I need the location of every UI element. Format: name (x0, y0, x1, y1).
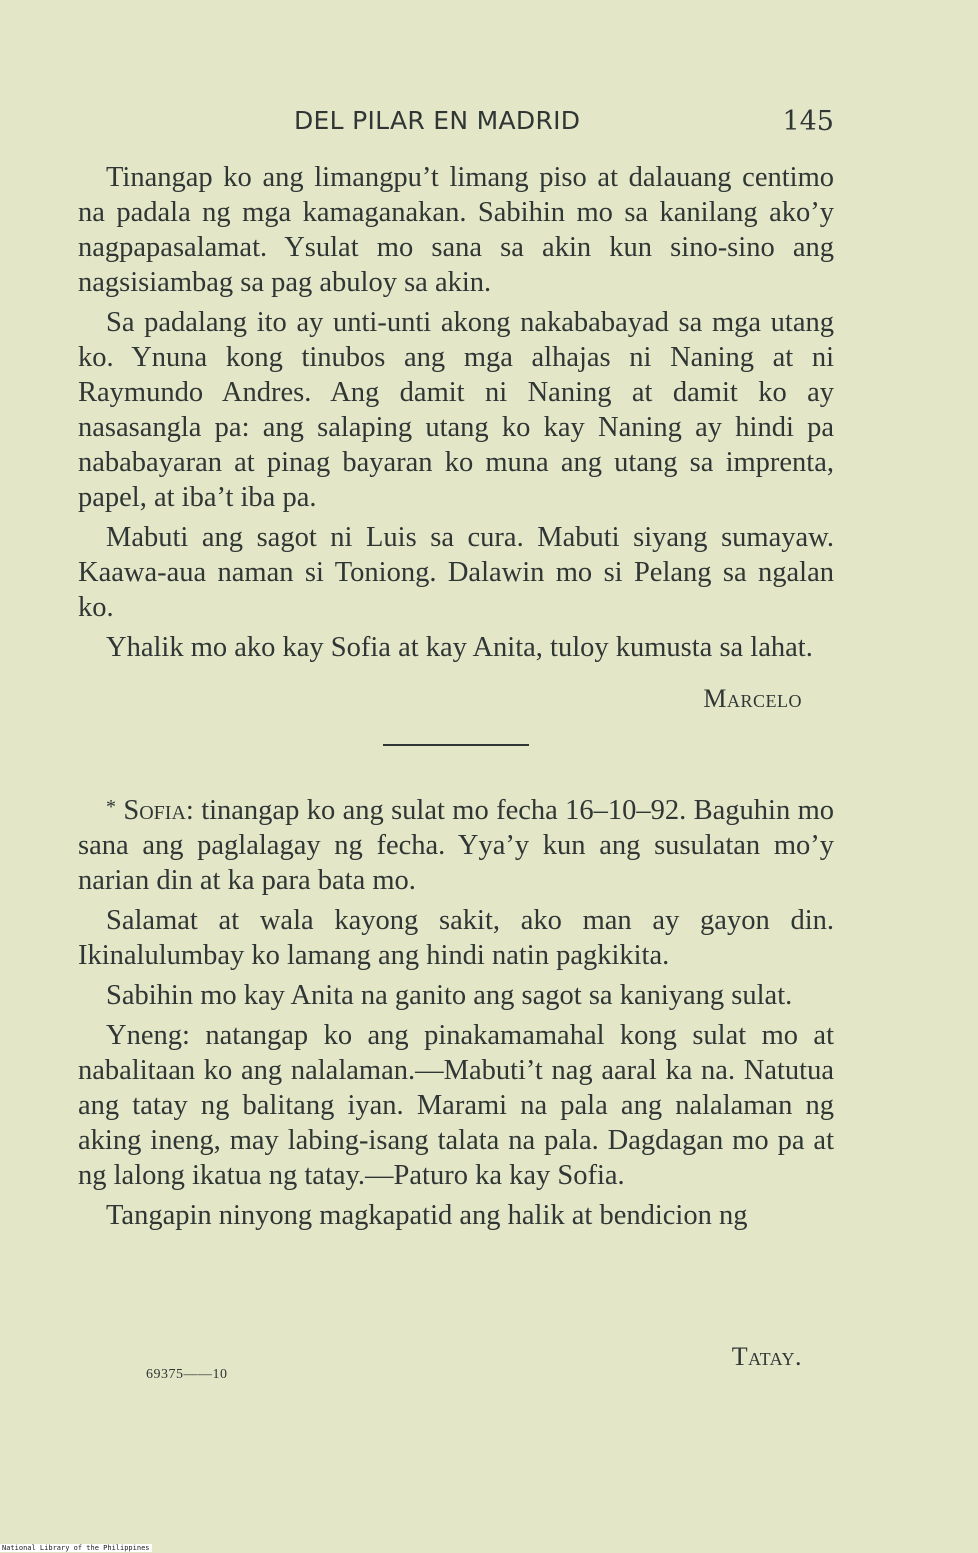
letter-paragraph: Tinangap ko ang limangpu’t limang piso at dalauang centimo na padala ng mga kamaganakan. Sabihin mo sa kanilang ako’y nagpapasalamat. Ysulat mo sana sa akin kun sino-sino ang nagsisiambag sa pag abuloy sa akin. (78, 162, 834, 298)
letter (78, 160, 834, 716)
printer-code: 69375——10 (146, 1367, 228, 1382)
letter-paragraph: Sa padalang ito ay unti-unti akong nakababayad sa mga utang ko. Ynuna kong tinubos ang mga alhajas ni Naning at ni Raymundo Andres. Ang damit ni Naning at damit ko ay nasasangla pa: ang salaping utang ko kay Naning ay hindi pa nababayaran at pinag bayaran ko muna ang utang sa imprenta, papel, at iba’t iba pa. (78, 307, 834, 513)
letter-paragraph: Mabuti ang sagot ni Luis sa cura. Mabuti siyang sumayaw. Kaawa-aua naman si Toniong. Dalawin mo si Pelang sa ngalan ko. (78, 522, 834, 623)
footnote-addressee: Sofia (123, 795, 186, 826)
page-body (78, 160, 834, 1238)
page-number: 145 (782, 106, 834, 137)
running-title: DEL PILAR EN MADRID (294, 106, 581, 135)
footnote-signature: Tatay. (731, 1342, 802, 1371)
footnote-paragraph: Sabihin mo kay Anita na ganito ang sagot sa kaniyang sulat. (106, 980, 793, 1011)
letter-signature: Marcelo (703, 684, 802, 713)
library-watermark: National Library of the Philippines (2, 1544, 150, 1552)
running-header (78, 102, 834, 142)
letter-paragraph: Yhalik mo ako kay Sofia at kay Anita, tuloy kumusta sa lahat. (106, 632, 813, 663)
footnote-paragraph: Yneng: natangap ko ang pinakamamahal kong sulat mo at nabalitaan ko ang nalalaman.—Mabuti’t nag aaral ka na. Natutua ang tatay ng balitang iyan. Marami na pala ang nalalaman ng aking ineng, may labing-isang talata na pala. Dagdagan mo pa at ng lalong ikatua ng tatay.—Paturo ka kay Sofia. (78, 1020, 834, 1191)
footnote (78, 790, 834, 1233)
footnote-marker: * (106, 796, 116, 818)
footnote-paragraph (78, 790, 834, 898)
footnote-paragraph: Tangapin ninyong magkapatid ang halik at bendicion ng (106, 1200, 748, 1231)
footnote-paragraph: Salamat at wala kayong sakit, ako man ay gayon din. Ikinalulumbay ko lamang ang hindi natin pagkikita. (78, 905, 834, 971)
footnote-first-text: : tinangap ko ang sulat mo fecha 16–10–92. Baguhin mo sana ang paglalagay ng fecha. Yya’y kun ang susulatan mo’y narian din at ka para bata mo. (78, 795, 834, 896)
section-divider (383, 744, 529, 746)
